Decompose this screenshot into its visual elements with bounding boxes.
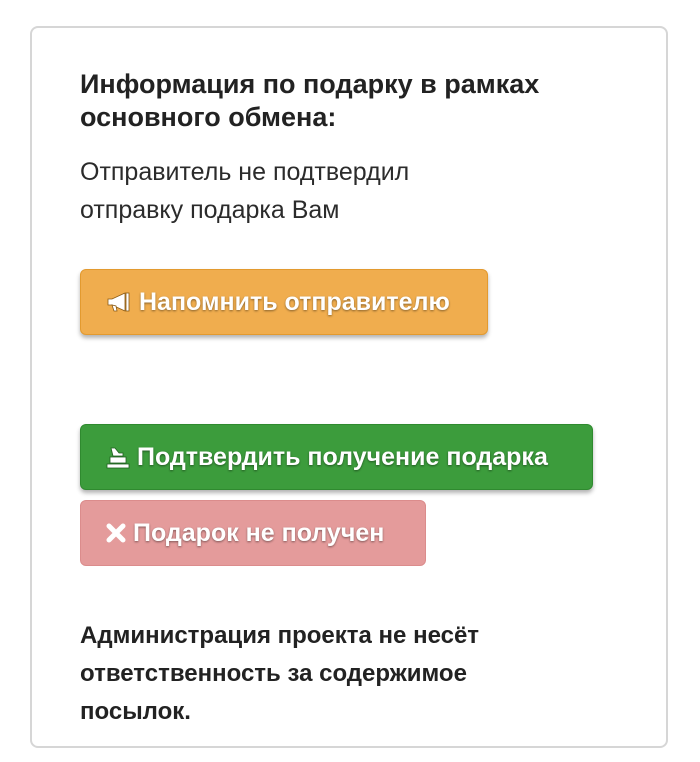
sender-status-text: Отправитель не подтвердил отправку подарка Вам <box>80 158 410 224</box>
confirm-receipt-button[interactable] <box>80 424 593 490</box>
close-icon <box>105 522 127 544</box>
confirm-receipt-label: Подтвердить получение подарка <box>137 442 548 471</box>
remind-sender-button[interactable] <box>80 269 488 335</box>
gift-info-card <box>30 26 668 748</box>
disclaimer-text: Администрация проекта не несёт ответственность за содержимое посылок. <box>80 622 480 725</box>
not-received-button[interactable] <box>80 500 426 566</box>
megaphone-icon <box>105 291 133 313</box>
gift-received-icon <box>105 444 131 470</box>
remind-sender-label: Напомнить отправителю <box>139 287 450 316</box>
gift-info-title: Информация по подарку в рамках основного обмена: <box>80 69 540 132</box>
not-received-label: Подарок не получен <box>133 518 385 547</box>
